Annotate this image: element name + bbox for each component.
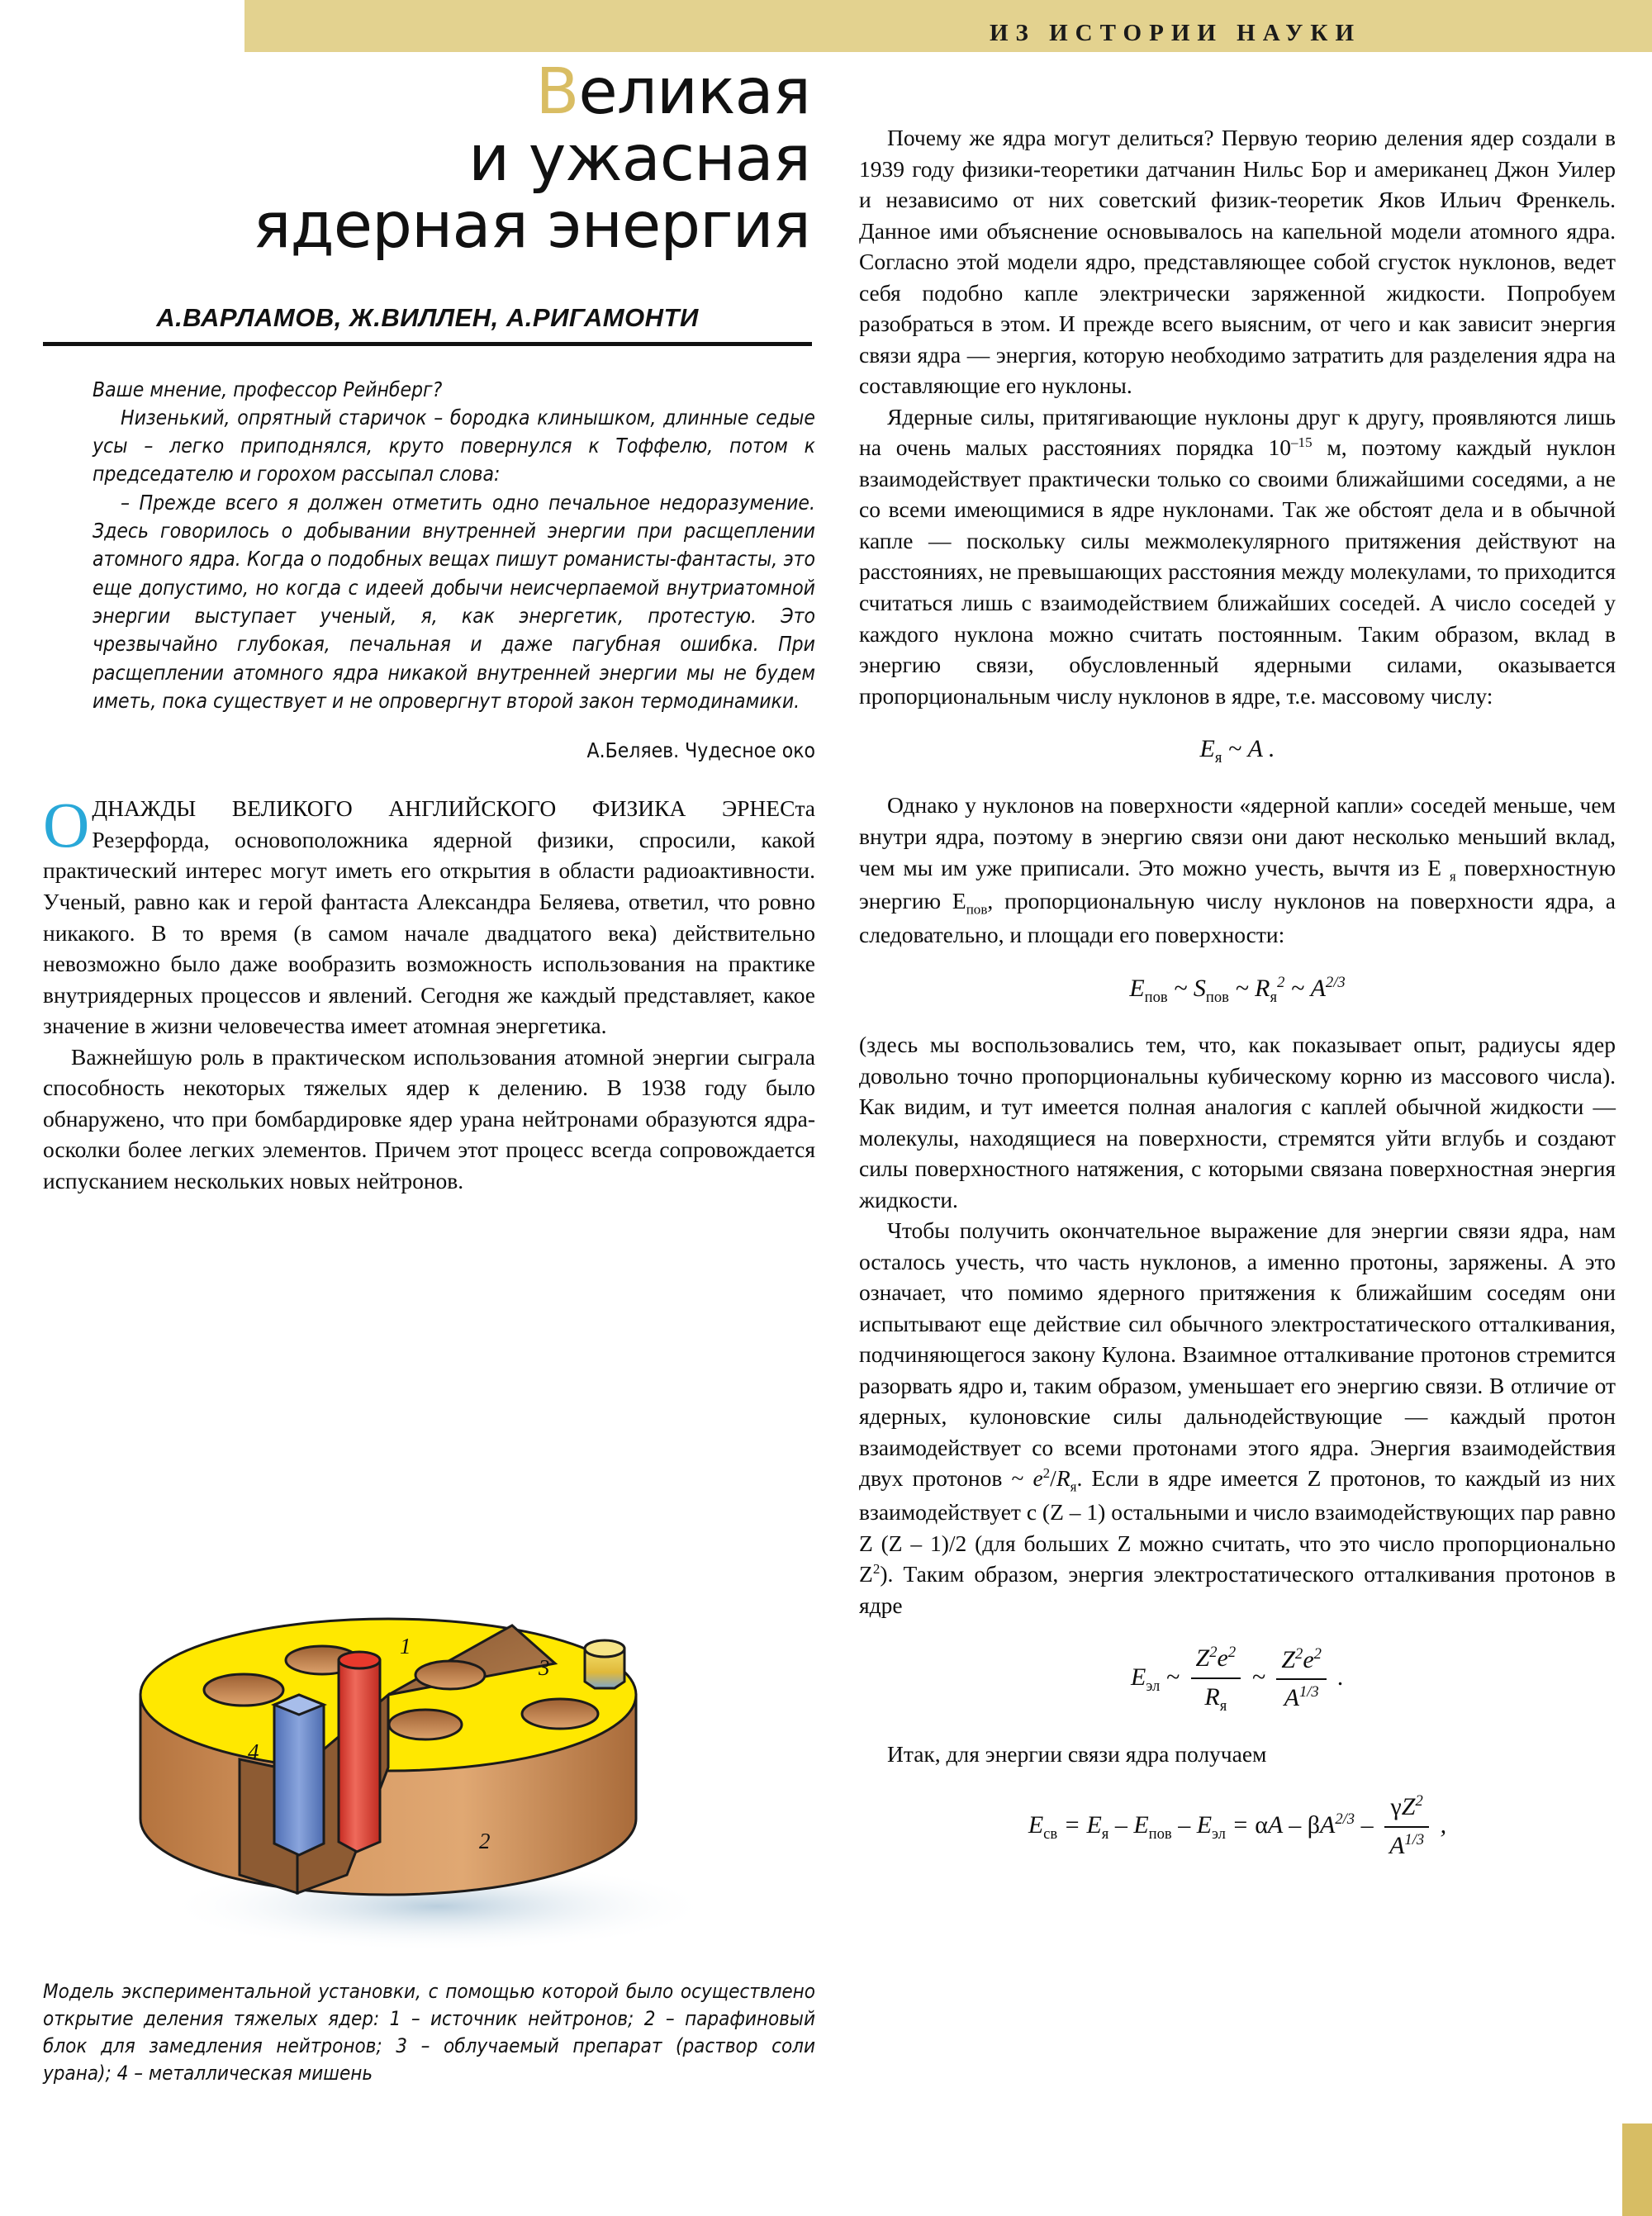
hole-top-4 bbox=[389, 1710, 462, 1739]
right-paragraph-4: (здесь мы воспользовались тем, что, как показывает опыт, радиусы ядер довольно точно пропорциональны кубическому корню из массового числа). Как видим, и тут имеется полная аналогия с каплей обычной жидкости — молекулы, находящиеся на поверхности, стремятся уйти вглубь и создают силы поверхностного натяжения, с которыми связана поверхностная энергия жидкости. bbox=[859, 1031, 1616, 1212]
left-paragraph-1-caps: ДНАЖДЫ ВЕЛИКОГО АНГЛИЙСКОГО ФИЗИКА ЭРНЕС bbox=[92, 795, 795, 822]
right-paragraph-3-sub2: пов bbox=[966, 901, 988, 918]
title-line-1-rest: еликая bbox=[578, 55, 810, 129]
exponent-z-squared: 2 bbox=[872, 1561, 881, 1578]
right-paragraph-5-b: . Если в ядре имеется Z протонов, то каждый из них взаимодействует с (Z – 1) остальными и число взаимодействующих пар равно Z (Z – 1)/2 (для больших Z можно считать, что это число пропорционально Z bbox=[859, 1465, 1616, 1587]
right-paragraph-2-b: м, поэтому каждый нуклон взаимодействует практически только со своими ближайшими соседями, а не со всеми имеющимися в ядре нуклонами. Так же обстоят дела и в обычной капле — поскольку силы межмолекулярного притяжения действуют на расстояниях, не превышающих расстояния между молекулами, то приходится считаться лишь с взаимодействием ближайших соседей. А число соседей у каждого нуклона можно считать постоянным. Таким образом, вклад в энергию связи, обусловленный ядерными силами, оказывается пропорциональным числу нуклонов в ядре, т.е. массовому числу: bbox=[859, 434, 1616, 709]
right-paragraph-2-a: Ядерные силы, притягивающие нуклоны друг к другу, проявляются лишь на очень малых расстояниях порядка 10 bbox=[859, 403, 1616, 461]
epigraph-source: А.Беляев. Чудесное око bbox=[586, 738, 815, 763]
figure-caption: Модель экспериментальной установки, с помощью которой было осуществлено открытие деления тяжелых ядер: 1 – источник нейтронов; 2 – парафиновый блок для замедления нейтронов; 3 – облучаемый препарат (раствор соли урана); 4 – металлическая мишень bbox=[43, 1980, 815, 2086]
right-paragraph-3-a: Однако у нуклонов на поверхности «ядерной капли» соседей меньше, чем внутри ядра, поэтому в энергию связи они дают несколько меньший вклад, чем мы им уже приписали. Это можно учесть, вычтя из E bbox=[859, 792, 1616, 880]
title-line-1 bbox=[43, 55, 810, 129]
uranium-sample-vial-top bbox=[585, 1640, 624, 1657]
fraction-z2e2-over-A13: $\frac{Z^2e^2}{A^{1/3}}$ bbox=[1276, 1644, 1327, 1716]
fraction-z2e2-over-Rя: $\frac{Z^2e^2}{R_я}$ bbox=[1191, 1642, 1241, 1716]
inline-formula-proton-pair: ~ $e^2/R_я$ bbox=[1011, 1465, 1077, 1495]
title-line-3: ядерная энергия bbox=[253, 188, 810, 263]
left-column bbox=[43, 55, 815, 1196]
hole-top-5 bbox=[522, 1699, 598, 1729]
byline-divider bbox=[43, 342, 812, 346]
section-banner bbox=[244, 0, 1652, 52]
right-paragraph-1: Почему же ядра могут делиться? Первую теорию деления ядер создали в 1939 году физики-теоретики датчанин Нильс Бор и американец Джон Уилер и независимо от них советский физик-теоретик Яков Ильич Френкель. Данное ими объяснение основывалось на капельной модели атомного ядра. Согласно этой модели ядро, представляющее собой сгусток нуклонов, ведет себя подобно капле электрически заряженной жидкости. Попробуем разобраться в этом. И прежде всего выясним, от чего и как зависит энергия связи ядра — энергия, которую необходимо затратить для разделения ядра на составляющие его нуклоны. bbox=[859, 125, 1616, 399]
title-drop-letter: В bbox=[535, 55, 579, 129]
right-paragraph-3-c: , пропорциональную числу нуклонов на поверхности ядра, а следовательно, и площади его поверхности: bbox=[859, 888, 1616, 948]
section-label: ИЗ ИСТОРИИ НАУКИ bbox=[989, 20, 1361, 46]
epigraph bbox=[43, 376, 815, 766]
epigraph-paragraph-2: Низенький, опрятный старичок – бородка клинышком, длинные седые усы – легко приподнялся, круто повернулся к Тоффелю, потом к председателю и горохом рассыпал слова: bbox=[93, 405, 815, 486]
right-column bbox=[859, 122, 1616, 1885]
authors: А.ВАРЛАМОВ, Ж.ВИЛЛЕН, А.РИГАМОНТИ bbox=[156, 302, 699, 332]
formula-surface-energy: $E_{пов}$ ~ $S_{пов}$ ~ $R_я^2$ ~ $A^{2/3}$ bbox=[1129, 973, 1346, 1006]
left-body-text bbox=[43, 789, 815, 1196]
page-title bbox=[43, 55, 815, 263]
figure-label-1: 1 bbox=[400, 1634, 411, 1658]
left-paragraph-1 bbox=[43, 789, 815, 1041]
page-corner-tab bbox=[1622, 2123, 1652, 2216]
fraction-gammaZ2-over-A13: $\frac{\gamma Z^2}{A^{1/3}}$ bbox=[1384, 1791, 1429, 1863]
right-paragraph-2 bbox=[859, 401, 1616, 711]
exponent-minus-15: –15 bbox=[1291, 434, 1313, 451]
figure-label-4: 4 bbox=[248, 1739, 259, 1764]
metal-target-plate bbox=[274, 1695, 324, 1855]
right-paragraph-5-a: Чтобы получить окончательное выражение для энергии связи ядра, нам осталось учесть, что часть нуклонов, а именно протоны, заряжены. А это означает, что помимо ядерного притяжения к ближайшим соседям они испытывают еще действие сил обычного электростатического отталкивания, подчиняющегося закону Кулона. Взаимное отталкивание протонов стремится разорвать ядро и, таким образом, уменьшает его энергию связи. В отличие от ядерных, кулоновские силы дальнодействующие — каждый протон взаимодействует со всеми протонами этого ядра. Энергия взаимодействия двух протонов bbox=[859, 1217, 1616, 1492]
right-paragraph-3-b: поверхностную энергию E bbox=[859, 854, 1616, 914]
neutron-source-tube bbox=[339, 1660, 380, 1852]
right-paragraph-3-sub1: я bbox=[1449, 868, 1456, 885]
hole-top-1 bbox=[204, 1674, 283, 1706]
figure-label-2: 2 bbox=[479, 1829, 491, 1853]
formula-binding-energy-volume: $E_я$ ~ A . bbox=[1199, 735, 1275, 767]
right-paragraph-5-c: ). Таким образом, энергия электростатического отталкивания протонов в ядре bbox=[859, 1561, 1616, 1618]
figure-label-3: 3 bbox=[539, 1655, 550, 1680]
epigraph-paragraph-1: Ваше мнение, профессор Рейнберг? bbox=[93, 377, 443, 401]
right-paragraph-6: Итак, для энергии связи ядра получаем bbox=[887, 1740, 1267, 1767]
experiment-setup-illustration bbox=[50, 1602, 809, 1957]
byline-block bbox=[43, 303, 815, 346]
neutron-source-tube-top bbox=[339, 1652, 380, 1668]
hole-top-3 bbox=[415, 1661, 485, 1689]
right-paragraph-5 bbox=[859, 1215, 1616, 1620]
drop-cap: О bbox=[43, 789, 90, 861]
formula-electrostatic-energy: $E_{эл}$ ~ $\frac{Z^2e^2}{R_я}$ ~ $\frac{Z^2e^2}{A^{1/3}}$ . bbox=[859, 1642, 1616, 1716]
formula-total-binding-energy: $E_{св} = E_я - E_{пов} - E_{эл} = \alpha A - \beta A^{2/3}$ – $\frac{\gamma Z^2}{A^{1/3}}$ , bbox=[859, 1791, 1616, 1863]
epigraph-paragraph-3: – Прежде всего я должен отметить одно печальное недоразумение. Здесь говорилось о добывании внутренней энергии при расщеплении атомного ядра. Когда о подобных вещах пишут романисты-фантасты, это еще допустимо, но когда с идеей добычи неисчерпаемой внутриатомной энергии выступает ученый, я, как энергетик, протестую. Это чрезвычайно глубокая, печальная и даже пагубная ошибка. При расщеплении атомного ядра никакой внутренней энергии мы не будем иметь, пока существует и не опровергнут второй закон термодинамики. bbox=[93, 490, 815, 713]
right-paragraph-3 bbox=[859, 790, 1616, 950]
title-line-2: и ужасная bbox=[468, 121, 810, 196]
left-paragraph-1-rest: та Резерфорда, основоположника ядерной физики, спросили, какой практический интерес могут иметь его открытия в области радиоактивности. Ученый, равно как и герой фантаста Александра Беляева, ответил, что ровно никакого. В то время (в самом начале двадцатого века) действительно невозможно было даже вообразить возможность использования на практике внутриядерных процессов и явлений. Сегодня же каждый представляет, какое значение в жизни человечества имеет атомная энергетика. bbox=[43, 795, 815, 1039]
left-paragraph-2: Важнейшую роль в практическом использования атомной энергии сыграла способность некоторых тяжелых ядер к делению. В 1938 году было обнаружено, что при бомбардировке ядер урана нейтронами образуются ядра-осколки более легких элементов. Причем этот процесс всегда сопровождается испусканием нескольких новых нейтронов. bbox=[43, 1043, 815, 1193]
